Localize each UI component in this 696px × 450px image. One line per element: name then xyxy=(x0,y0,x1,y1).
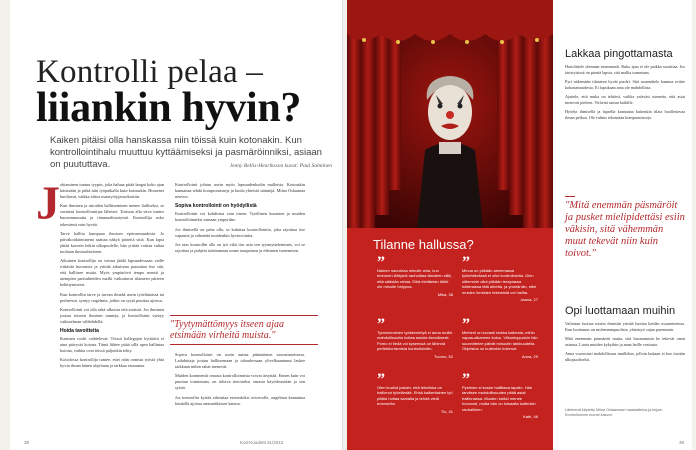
quote-mark-icon: ” xyxy=(462,371,470,388)
quote-mark-icon: ” xyxy=(377,371,385,388)
body-paragraph: Jos taas kontrollin alla on työ eikä itse asia sen tyynnytteleminen, voi se rajoittaa ja puhjeta tulettamaan oman tasapainon ja eläimien tuntemisen. xyxy=(175,241,305,253)
body-column-2 xyxy=(175,182,305,257)
left-page xyxy=(10,0,342,450)
quote-mark-icon: ” xyxy=(462,316,470,333)
body-paragraph: Mitä enemmän päsmäröit muita, sitä huonommin he tekevät omat asiansa. Luota muiden kykyihin ja anna heille vastuuta. xyxy=(565,336,685,347)
body-paragraph: Kontrollointi voi olla sekä ulkoista että sisäistä. Jos ihminen joutuu toiseen ihmisen tunneja, ja kontrollointi syntyy vaikutelman välilehdellä. xyxy=(60,306,164,324)
quote-text: Tyrannimainen työskentelyä ei anna muille mahdollisuutta hoitaa asioita itsenäisesti. Pomo ei tiedä voi kyseessä on lähinnä perfektionismista kontrollointiin. xyxy=(377,330,453,352)
body-paragraph: Kun kontrollin tarve ja turvan ilmeää usein työelämässä tai perheessä, syntyy ongelmia, joihin on syytä puuttua ajoissa. xyxy=(60,291,164,303)
subheading: Hoida tavoitteita xyxy=(60,327,99,334)
pull-quote: "Mitä enemmän päsmäröit ja pusket mielipidettäsi esiin väkisin, sitä vähemmän muut tekevät niin kuin toivot." xyxy=(565,200,685,259)
reader-quote xyxy=(462,254,538,303)
body-paragraph: Pyri näkemään tilanteen hyvät puolet. Sitä suunnittele kumma eväite kokonaisuudesta. Ei lapsikaan aina ole mahdollista. xyxy=(565,79,685,90)
body-paragraph: Hyödyt ihmisellä ja lapsella kannattaa kuitenkin tilata huollettavaa ilman pelkoa. Ole valmis tekemään kompromisseja. xyxy=(565,109,685,120)
source-caption: Lähteenä käytetty Miina Oslaamaan haastattelua ja kirjaa: Kontrolloinnin monet kasvot. xyxy=(565,408,663,417)
issue-footer: Koti-Kuodetti 31/2013 xyxy=(240,440,284,445)
body-paragraph: Jos kontrollin kyttää aiheuttaa esimerkiksi avioerolle, ongelmat kannattaa käsitellä ajoissa ammattilaisen kanssa. xyxy=(175,394,305,406)
reader-quote xyxy=(377,254,453,297)
body-paragraph: Kontrollointi johtuu usein myös lapsuudenkodin malleista. Kotonakin kannattaa tehdä kompromisseja ja luoda yhteisiä sääntöjä, Miina Oslaamaa neuvoo. xyxy=(175,182,305,200)
quote-text: Mieheni on kovasti tarkka kaikesta, mihin vapaa-aikamme kuluu. Viikonloppuisin hän suunnittelee päivät minuutin tarkkuudella. Ohjeistus on kuitenkin kokenut. xyxy=(462,330,538,352)
body-paragraph: Aikuinen kontrollija on voinut jäädä lapsuudessaan vaille riittävää huomiota ja yrittää aikuisena paruuttaa itse sitä, että hallitsee muita. Myös ympäröivä tempo mentti ja aiempien parisuhteiden mallit vaikuttavat tilanteen pärteen kehittymiseen. xyxy=(60,258,164,288)
sidebar-column xyxy=(565,48,685,124)
reader-quote xyxy=(462,316,538,359)
body-paragraph: ohtaminen tuntuu tyypin, joka haluaa pitää langat koko ajan käsissään ja pitkä niin työpaikalla kuin kotonakin. Homenet huoltavat, vaikka aittoa mansyötyjavuokaisiin. xyxy=(60,182,164,200)
body-paragraph: Kontrollointi voi kohdistua vain itseen. Tyiellinen kuomien ja muiden kontrolloinniksi samaan ympyrään. xyxy=(175,211,305,223)
quote-signature: Anna, 29 xyxy=(521,353,538,359)
quote-mark-icon: ” xyxy=(462,254,470,271)
body-column-1 xyxy=(36,177,164,373)
panel-title: Tilanne hallussa? xyxy=(373,237,474,252)
section-text xyxy=(565,64,685,121)
section-title: Lakkaa pingottamasta xyxy=(565,48,673,60)
quote-signature: Tio, 41 xyxy=(440,408,453,414)
pull-quote: "Tyytymättömyys itseen ajaa etsimään virheitä muista." xyxy=(170,315,318,345)
quote-mark-icon: ” xyxy=(377,316,385,333)
headline-line-1: Kontrolli pelaa – xyxy=(36,54,264,90)
body-paragraph: Ajattele, että muka on tehtävä, vaikka ystäväsi tunnetta, että asiat menevät pieleen. Virheitä sattuu kaikille. xyxy=(565,94,685,105)
quote-signature: Mika, 38 xyxy=(437,291,453,297)
clown-figure xyxy=(417,76,483,228)
body-column-2-lower xyxy=(175,352,305,410)
section-title: Opi luottamaan muihin xyxy=(565,305,676,317)
section-text xyxy=(565,321,685,363)
page-number-left: 38 xyxy=(24,440,30,445)
subheading: Sopiva kontrollointi on hyödyllistä xyxy=(175,203,257,210)
body-paragraph: Kotiolossa kontrollija tuntee, ettei näin onnistu työstä yhtä hyvin ilman hänen ohjeitaan ja tarkkaa seurantaa. xyxy=(60,357,164,369)
reader-quote xyxy=(377,371,453,414)
curtain-illustration xyxy=(347,0,553,228)
body-paragraph: Sopiva kontrollointi on usein auttaa päämäärien saavuttamisessa. Laihduttaja joutuu hallitsemaan ja taloudessaan ylivelkaantunut laskee tarkkaan mihin rahat menevät. xyxy=(175,352,305,370)
body-paragraph: Muiden kommentit omasta kontrolloinnista voivat ärsyttää. Ennen kuin voi puuttua toimintaan, on tultava tietoiseksi omasta käytöksestään ja sen syistä. xyxy=(175,373,305,391)
body-paragraph: Valtaisan luottaa toisiin ihmisiin yrittää luottaa heidän osaamiseensa. Kun luottamus on molemminpuolista, yhteistyö sujuu paremmin. xyxy=(565,321,685,332)
quote-text: Minua on pitkään aiemmassa työtehtävässä ei ollut kontrollointia. Olen sittemmin ollut pitkään terapiassa tutkimassa tätä aihetta, ja ymmärrän, ettei muiden ihmisten tekemisiä voi hallita. xyxy=(462,268,537,295)
body-paragraph: Jos ihmisellä on paha olla, se kuluttaa kontrollointia, joka rajoittaa itse vapautta ja vähentää muidenkin hyvinvointia. xyxy=(175,226,305,238)
lead-paragraph: Kaiken pitäisi olla hanskassa niin töissä kuin kotonakin. Kun kontrollointihalu muuttuu kyttäämiseksi ja pasmäröinniksi, asiaan on puututtava. xyxy=(50,135,322,170)
page-number-right: 39 xyxy=(678,440,684,445)
clown-curtain-photo xyxy=(347,0,553,228)
divider xyxy=(565,196,575,197)
body-paragraph: Hartolittele olemaan normmaali. Ruko ajan ei ole paikka suorittaa. Jos täristyisissä on pientä lapsia, sitä mallia tunnetaan. xyxy=(565,64,685,75)
quote-signature: Jaana, 27 xyxy=(520,297,538,303)
byline: Jenny Bellis-Henriksson kuvat: Paul Salminen xyxy=(229,163,332,169)
body-paragraph: Tarve hallita kumpuaa ihmisen epävarmuudesta. Jo päiväkotikäiminenä saattaa näkyä pärteitä siitä. Kun lapsi jättää kaverin leikin ulkopuolelle, hän yrittää voittaa valtaa tuoltaan ilmissuhteiseen. xyxy=(60,230,164,254)
body-paragraph: Kun ihminen ja asioiden hallitseminen menee lialliseksi, se suvuttaa kontrollointijaa läheiset. Tosiuun alla sitva tunteo huonommuuttu ja rämmaalttuotyinti. Kontrollija usko tekevänsä vain hyvää. xyxy=(60,203,164,227)
reader-quote xyxy=(377,316,453,359)
quote-signature: Tuomo, 52 xyxy=(434,353,453,359)
body-paragraph: Anna vuorostasi mahdollisuus muillekin, jolloin kukaan ei koe itseään ulkopuoliseksi. xyxy=(565,351,685,362)
quote-signature: Katri, 46 xyxy=(523,414,538,420)
drop-cap: J xyxy=(36,177,60,230)
sidebar-column-2 xyxy=(565,305,685,366)
reader-quote xyxy=(462,371,538,420)
quote-mark-icon: ” xyxy=(377,254,385,271)
quote-text: Nainen nauruhaa minulle aina, kun rimmnen lähtyinä rauhoittaa tilanteen sillä, että säästän rahaa. Eikä etelätelan lähtö ole minulle helppoa. xyxy=(377,268,452,290)
headline-line-2: liiankin hyvin? xyxy=(36,85,302,131)
quote-text: Pystinen ei koske hallittava lapsiin. Hän tarvitsee mahdollisuuden pitää asiat hallinnassa. Muuten kaikki menee huonosti, mutta hän on toisaalta kuitenkin rauhallinen. xyxy=(462,385,536,412)
right-page xyxy=(347,0,692,450)
body-paragraph: Ihmisten roolit vaihtelevat: Töissä kollegojen kyttäävä ei aina päivystä kotona. Tämä lähtee pitää sillä upea hallintaa kotona, vaikka ovat töissä paljonkin tehty. xyxy=(60,336,164,354)
quote-text: Olen kuullut jostain, että tekniikka on hallinnut työelämää. Ehkä kaikenlainen työ pitäisi hoitaa samalla ja tehdä vielä enemmän. xyxy=(377,385,453,407)
